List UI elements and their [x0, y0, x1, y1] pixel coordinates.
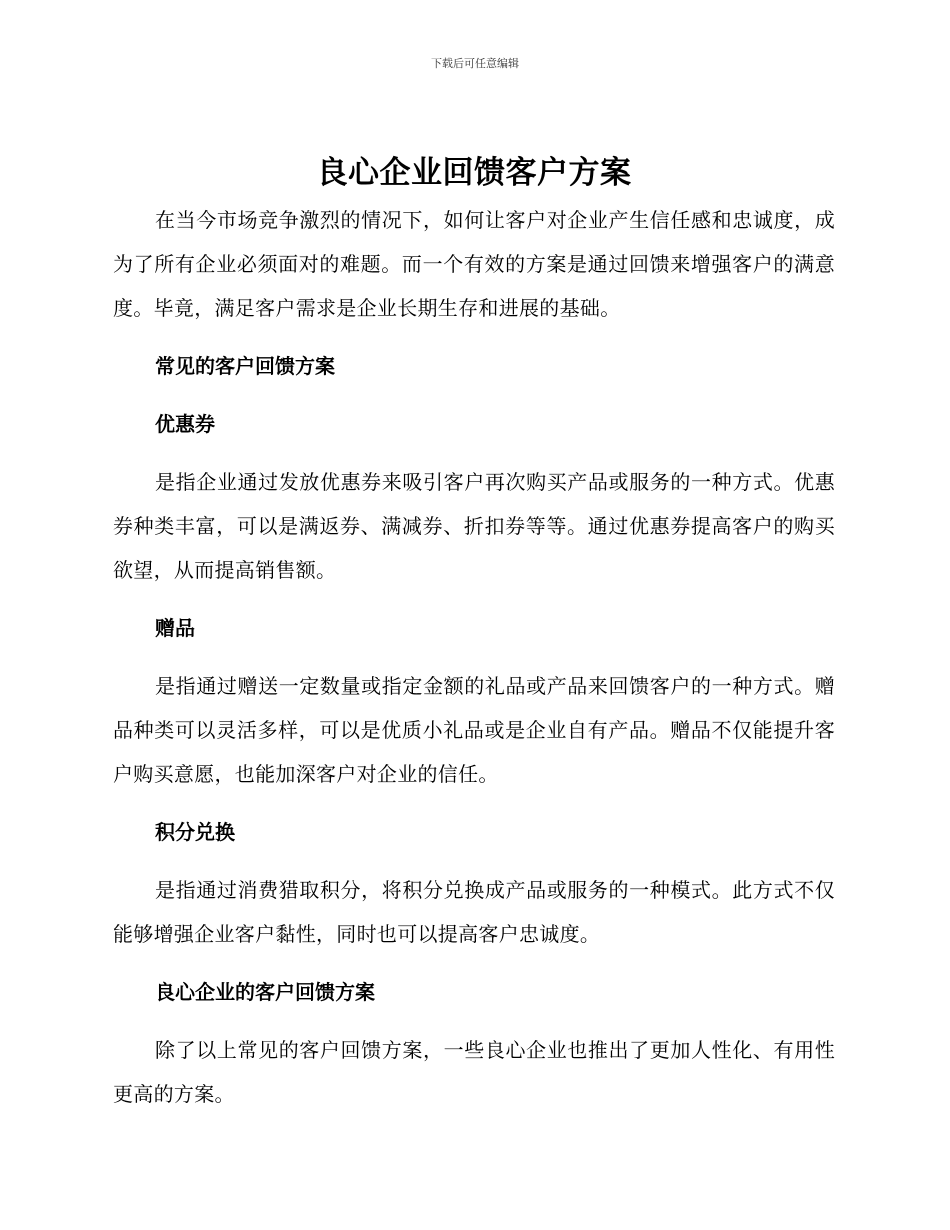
- section-body-coupon: 是指企业通过发放优惠券来吸引客户再次购买产品或服务的一种方式。优惠券种类丰富，可以是满返券、满减券、折扣券等等。通过优惠券提高客户的购买欲望，从而提高销售额。: [113, 470, 835, 582]
- section-heading-coupon: 优惠券: [155, 412, 215, 436]
- intro-paragraph: 在当今市场竞争激烈的情况下，如何让客户对企业产生信任感和忠诚度，成为了所有企业必须面对的难题。而一个有效的方案是通过回馈来增强客户的满意度。毕竟，满足客户需求是企业长期生存和进展的基础。: [113, 208, 835, 320]
- document-body: [113, 148, 835, 1116]
- section-heading-points: 积分兑换: [155, 820, 235, 844]
- section-heading-conscience: 良心企业的客户回馈方案: [155, 980, 375, 1004]
- section-body-conscience: 除了以上常见的客户回馈方案，一些良心企业也推出了更加人性化、有用性更高的方案。: [113, 1038, 835, 1106]
- section-body-points: 是指通过消费猎取积分，将积分兑换成产品或服务的一种模式。此方式不仅能够增强企业客户黏性，同时也可以提高客户忠诚度。: [113, 878, 835, 946]
- header-note: 下载后可任意编辑: [431, 57, 519, 70]
- section-heading-common: 常见的客户回馈方案: [155, 354, 335, 378]
- document-title: 良心企业回馈客户方案: [316, 155, 632, 191]
- section-body-gift: 是指通过赠送一定数量或指定金额的礼品或产品来回馈客户的一种方式。赠品种类可以灵活多样，可以是优质小礼品或是企业自有产品。赠品不仅能提升客户购买意愿，也能加深客户对企业的信任。: [113, 674, 835, 786]
- section-heading-gift: 赠品: [155, 616, 195, 640]
